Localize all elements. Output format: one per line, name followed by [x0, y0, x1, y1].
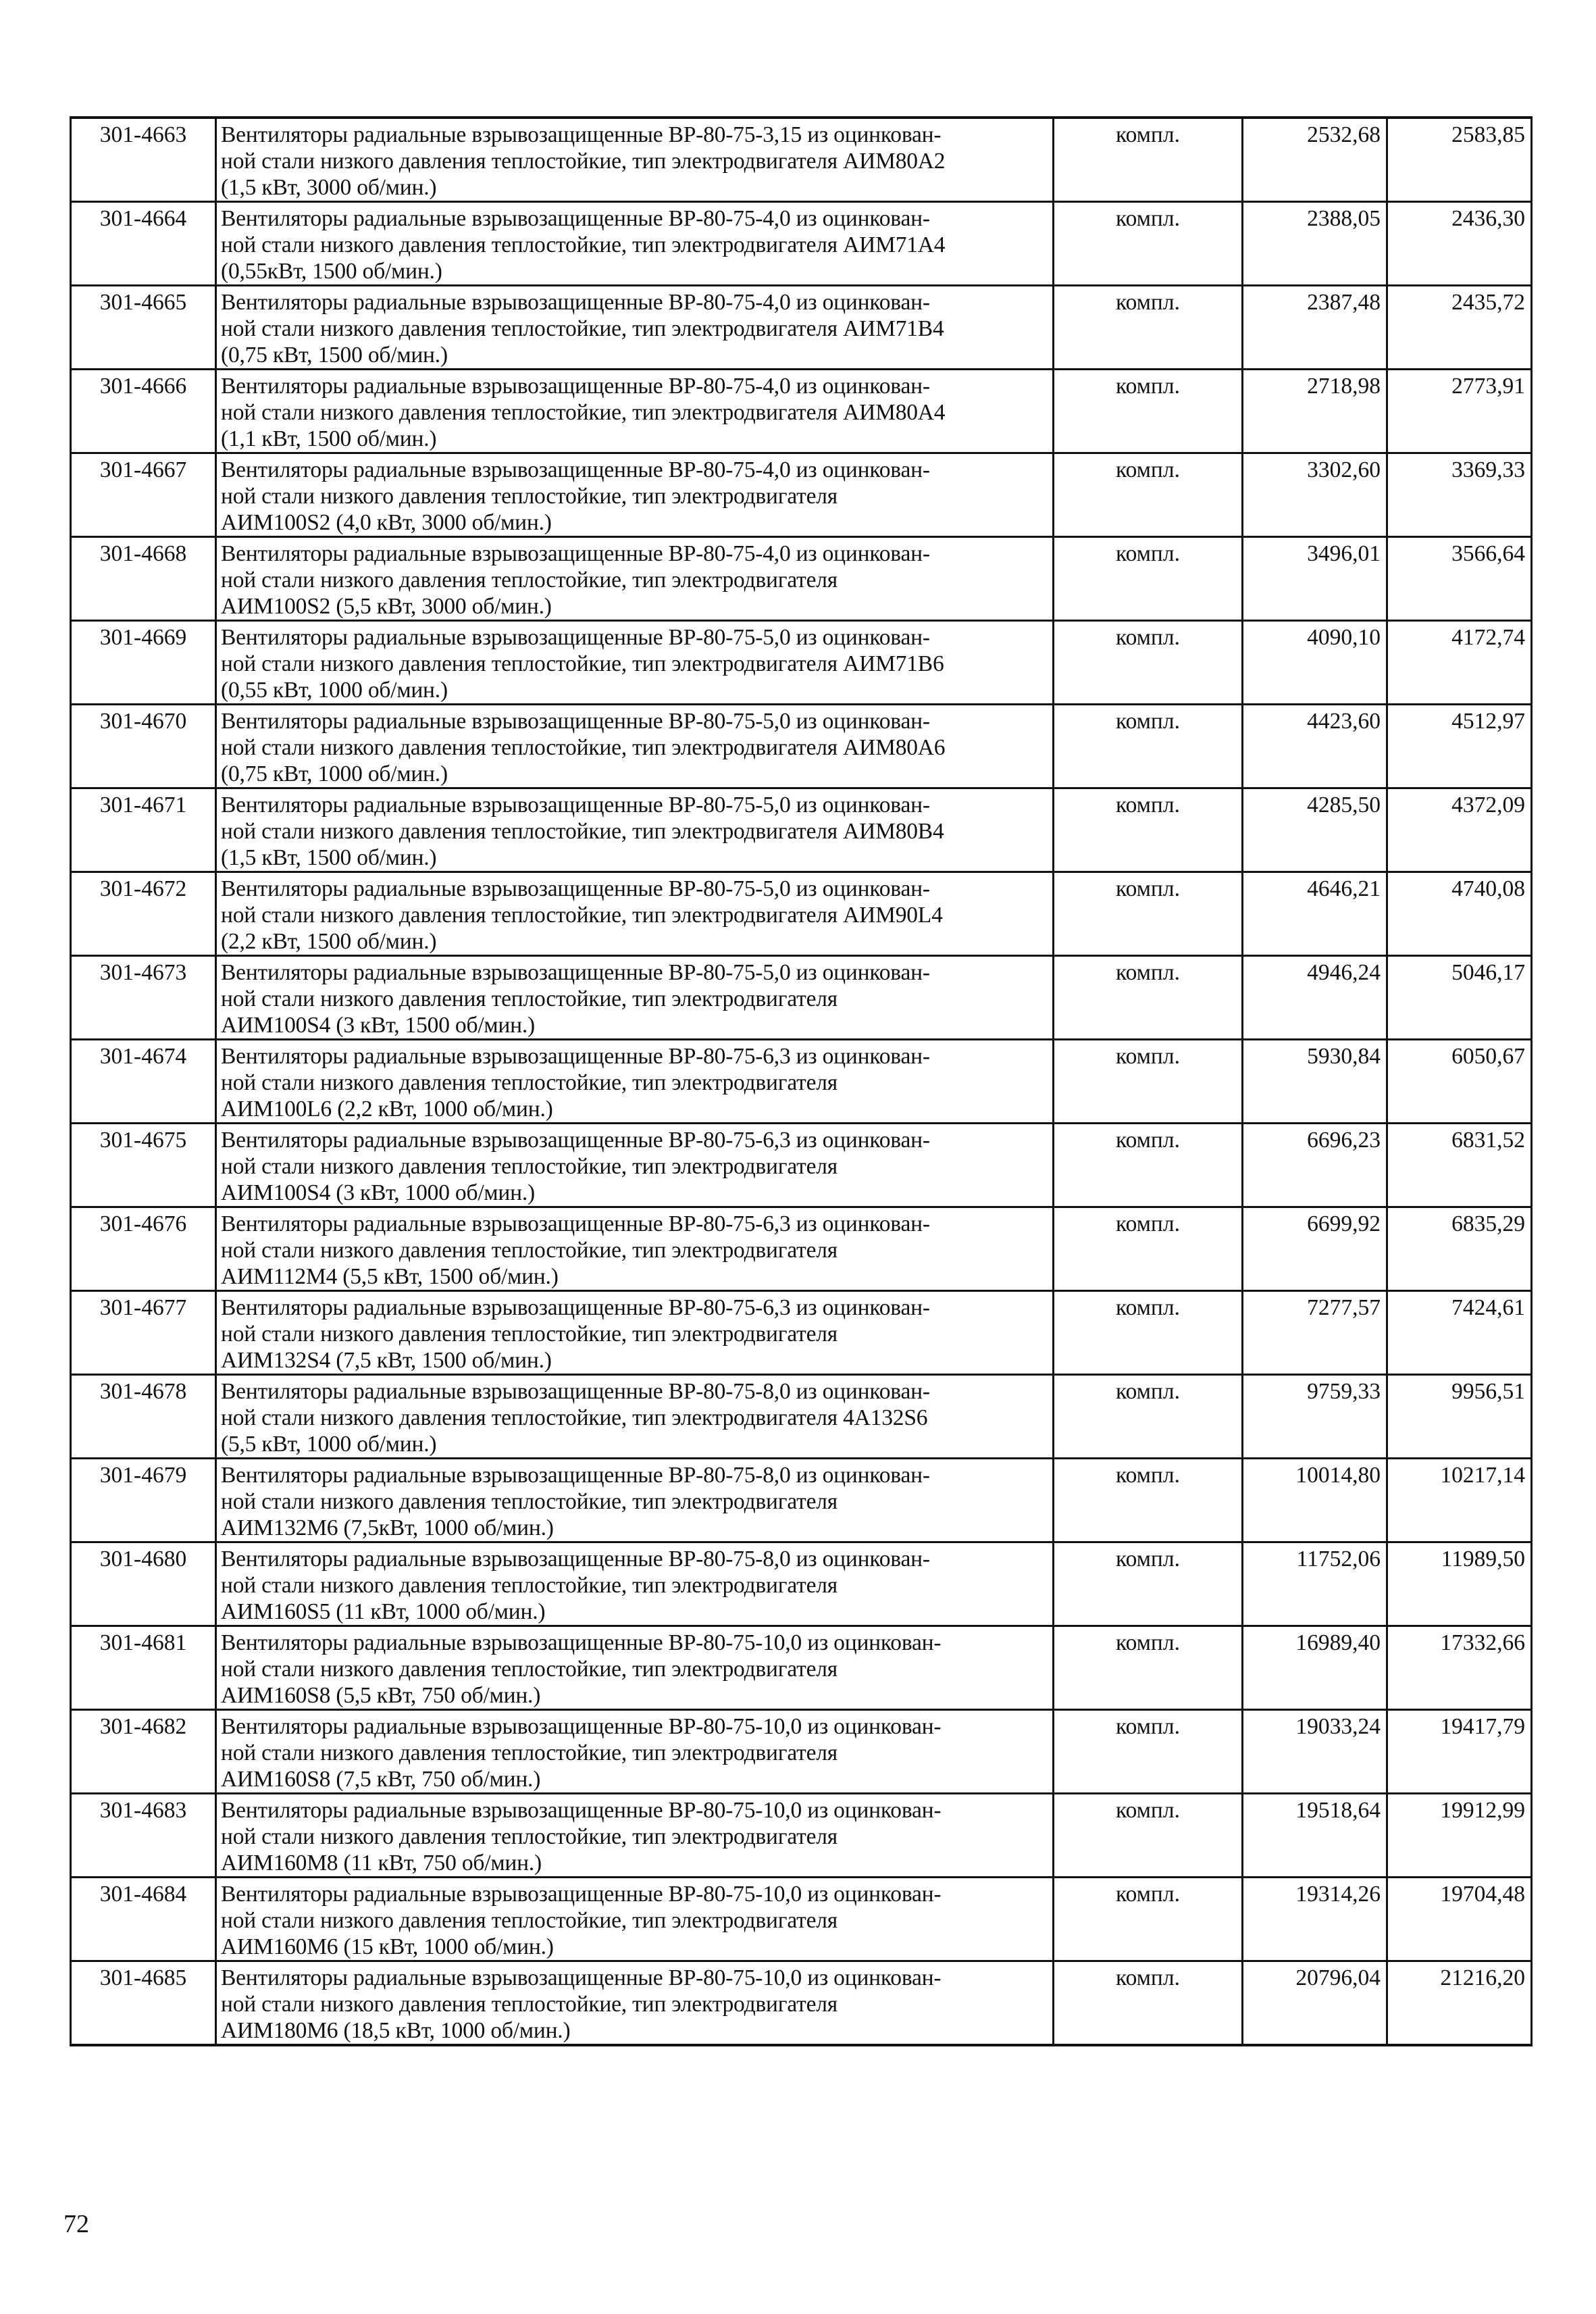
description-line: Вентиляторы радиальные взрывозащищенные ВР-80-75-10,0 из оцинкован-	[221, 1882, 942, 1907]
table-row	[71, 1459, 1532, 1542]
table-row	[71, 118, 1532, 202]
item-description	[216, 537, 1054, 621]
description-line: ной стали низкого давления теплостойкие, тип электродвигателя АИМ80В4	[221, 819, 944, 844]
description-line: ной стали низкого давления теплостойкие, тип электродвигателя	[221, 1238, 838, 1263]
description-line: (0,55 кВт, 1000 об/мин.)	[221, 678, 448, 703]
description-line: Вентиляторы радиальные взрывозащищенные ВР-80-75-8,0 из оцинкован-	[221, 1463, 930, 1488]
page-number: 72	[63, 2210, 89, 2238]
item-price-1: 3302,60	[1243, 453, 1387, 537]
item-price-1: 19314,26	[1243, 1878, 1387, 1961]
description-line: АИМ100S4 (3 кВт, 1000 об/мин.)	[221, 1180, 536, 1205]
description-line: Вентиляторы радиальные взрывозащищенные ВР-80-75-10,0 из оцинкован-	[221, 1965, 942, 1990]
table-row	[71, 872, 1532, 956]
description-line: ной стали низкого давления теплостойкие, тип электродвигателя	[221, 1573, 838, 1598]
description-line: Вентиляторы радиальные взрывозащищенные ВР-80-75-10,0 из оцинкован-	[221, 1630, 942, 1655]
description-line: АИМ100L6 (2,2 кВт, 1000 об/мин.)	[221, 1097, 553, 1122]
description-line: Вентиляторы радиальные взрывозащищенные ВР-80-75-4,0 из оцинкован-	[221, 206, 930, 231]
item-description	[216, 1291, 1054, 1375]
description-line: ной стали низкого давления теплостойкие, тип электродвигателя	[221, 1657, 838, 1682]
item-code: 301-4667	[71, 453, 216, 537]
item-price-2: 6831,52	[1387, 1124, 1532, 1207]
description-line: ной стали низкого давления теплостойкие, тип электродвигателя	[221, 986, 838, 1011]
item-unit: компл.	[1054, 1124, 1243, 1207]
item-price-2: 5046,17	[1387, 956, 1532, 1040]
item-code: 301-4674	[71, 1040, 216, 1124]
description-line: ной стали низкого давления теплостойкие, тип электродвигателя АИМ80А6	[221, 735, 946, 760]
table-row	[71, 1961, 1532, 2046]
item-unit: компл.	[1054, 370, 1243, 453]
item-price-2: 7424,61	[1387, 1291, 1532, 1375]
item-price-1: 4423,60	[1243, 705, 1387, 788]
item-description	[216, 286, 1054, 370]
item-description	[216, 956, 1054, 1040]
item-price-2: 3566,64	[1387, 537, 1532, 621]
table-row	[71, 956, 1532, 1040]
description-line: Вентиляторы радиальные взрывозащищенные ВР-80-75-5,0 из оцинкован-	[221, 876, 930, 901]
item-code: 301-4677	[71, 1291, 216, 1375]
description-line: Вентиляторы радиальные взрывозащищенные ВР-80-75-4,0 из оцинкован-	[221, 541, 930, 566]
table-row	[71, 621, 1532, 705]
description-line: ной стали низкого давления теплостойкие, тип электродвигателя АИМ71В6	[221, 651, 944, 676]
description-line: (5,5 кВт, 1000 об/мин.)	[221, 1432, 437, 1457]
description-line: Вентиляторы радиальные взрывозащищенные ВР-80-75-10,0 из оцинкован-	[221, 1798, 942, 1823]
item-price-1: 4090,10	[1243, 621, 1387, 705]
description-line: ной стали низкого давления теплостойкие, тип электродвигателя	[221, 1322, 838, 1347]
item-code: 301-4678	[71, 1375, 216, 1459]
item-price-1: 20796,04	[1243, 1961, 1387, 2046]
item-price-1: 2532,68	[1243, 118, 1387, 202]
table-row	[71, 1375, 1532, 1459]
item-price-2: 19912,99	[1387, 1794, 1532, 1878]
item-price-2: 2435,72	[1387, 286, 1532, 370]
description-line: ной стали низкого давления теплостойкие, тип электродвигателя	[221, 1070, 838, 1095]
item-code: 301-4664	[71, 202, 216, 286]
description-line: Вентиляторы радиальные взрывозащищенные ВР-80-75-10,0 из оцинкован-	[221, 1714, 942, 1739]
item-description	[216, 370, 1054, 453]
item-unit: компл.	[1054, 1961, 1243, 2046]
price-table	[70, 116, 1533, 2046]
item-price-2: 19704,48	[1387, 1878, 1532, 1961]
item-unit: компл.	[1054, 1710, 1243, 1794]
item-price-1: 2718,98	[1243, 370, 1387, 453]
item-price-2: 4740,08	[1387, 872, 1532, 956]
table-row	[71, 1542, 1532, 1626]
table-row	[71, 370, 1532, 453]
item-price-1: 19518,64	[1243, 1794, 1387, 1878]
description-line: Вентиляторы радиальные взрывозащищенные ВР-80-75-6,3 из оцинкован-	[221, 1211, 930, 1236]
description-line: АИМ132М6 (7,5кВт, 1000 об/мин.)	[221, 1515, 554, 1540]
description-line: (1,5 кВт, 3000 об/мин.)	[221, 175, 437, 200]
item-description	[216, 705, 1054, 788]
item-code: 301-4669	[71, 621, 216, 705]
item-price-1: 2388,05	[1243, 202, 1387, 286]
item-unit: компл.	[1054, 1794, 1243, 1878]
item-description	[216, 1207, 1054, 1291]
description-line: Вентиляторы радиальные взрывозащищенные ВР-80-75-4,0 из оцинкован-	[221, 290, 930, 315]
item-price-2: 6835,29	[1387, 1207, 1532, 1291]
item-unit: компл.	[1054, 286, 1243, 370]
description-line: АИМ180М6 (18,5 кВт, 1000 об/мин.)	[221, 2018, 571, 2043]
item-code: 301-4679	[71, 1459, 216, 1542]
description-line: ной стали низкого давления теплостойкие, тип электродвигателя	[221, 1908, 838, 1933]
item-price-2: 21216,20	[1387, 1961, 1532, 2046]
item-code: 301-4682	[71, 1710, 216, 1794]
item-code: 301-4671	[71, 788, 216, 872]
item-unit: компл.	[1054, 705, 1243, 788]
item-price-1: 9759,33	[1243, 1375, 1387, 1459]
item-unit: компл.	[1054, 621, 1243, 705]
description-line: ной стали низкого давления теплостойкие, тип электродвигателя АИМ90L4	[221, 903, 943, 928]
item-unit: компл.	[1054, 1459, 1243, 1542]
table-row	[71, 788, 1532, 872]
item-price-2: 4172,74	[1387, 621, 1532, 705]
description-line: (1,5 кВт, 1500 об/мин.)	[221, 845, 437, 870]
item-price-2: 2773,91	[1387, 370, 1532, 453]
item-code: 301-4668	[71, 537, 216, 621]
item-price-1: 10014,80	[1243, 1459, 1387, 1542]
item-description	[216, 1459, 1054, 1542]
item-unit: компл.	[1054, 1291, 1243, 1375]
item-unit: компл.	[1054, 453, 1243, 537]
description-line: Вентиляторы радиальные взрывозащищенные ВР-80-75-8,0 из оцинкован-	[221, 1379, 930, 1404]
item-code: 301-4673	[71, 956, 216, 1040]
item-price-1: 2387,48	[1243, 286, 1387, 370]
item-unit: компл.	[1054, 872, 1243, 956]
item-description	[216, 621, 1054, 705]
item-unit: компл.	[1054, 1542, 1243, 1626]
item-description	[216, 1124, 1054, 1207]
item-code: 301-4670	[71, 705, 216, 788]
description-line: ной стали низкого давления теплостойкие, тип электродвигателя 4А132S6	[221, 1405, 928, 1430]
description-line: (0,55кВт, 1500 об/мин.)	[221, 259, 442, 284]
table-row	[71, 537, 1532, 621]
description-line: АИМ160М6 (15 кВт, 1000 об/мин.)	[221, 1934, 554, 1959]
item-code: 301-4685	[71, 1961, 216, 2046]
item-price-1: 6699,92	[1243, 1207, 1387, 1291]
item-unit: компл.	[1054, 956, 1243, 1040]
description-line: ной стали низкого давления теплостойкие, тип электродвигателя	[221, 1154, 838, 1179]
item-unit: компл.	[1054, 1626, 1243, 1710]
item-price-2: 17332,66	[1387, 1626, 1532, 1710]
item-price-1: 4946,24	[1243, 956, 1387, 1040]
item-description	[216, 1878, 1054, 1961]
item-description	[216, 118, 1054, 202]
item-price-2: 2436,30	[1387, 202, 1532, 286]
item-price-1: 19033,24	[1243, 1710, 1387, 1794]
table-row	[71, 1291, 1532, 1375]
item-description	[216, 202, 1054, 286]
item-code: 301-4684	[71, 1878, 216, 1961]
table-row	[71, 1878, 1532, 1961]
description-line: АИМ160S8 (7,5 кВт, 750 об/мин.)	[221, 1767, 541, 1792]
description-line: ной стали низкого давления теплостойкие, тип электродвигателя	[221, 1824, 838, 1849]
item-unit: компл.	[1054, 1375, 1243, 1459]
table-row	[71, 453, 1532, 537]
description-line: Вентиляторы радиальные взрывозащищенные ВР-80-75-6,3 из оцинкован-	[221, 1044, 930, 1069]
item-description	[216, 1375, 1054, 1459]
item-price-2: 4372,09	[1387, 788, 1532, 872]
item-price-2: 10217,14	[1387, 1459, 1532, 1542]
item-unit: компл.	[1054, 537, 1243, 621]
item-code: 301-4675	[71, 1124, 216, 1207]
item-description	[216, 788, 1054, 872]
item-price-2: 11989,50	[1387, 1542, 1532, 1626]
table-row	[71, 1710, 1532, 1794]
item-description	[216, 1710, 1054, 1794]
description-line: АИМ100S4 (3 кВт, 1500 об/мин.)	[221, 1013, 536, 1038]
item-price-2: 2583,85	[1387, 118, 1532, 202]
item-unit: компл.	[1054, 1040, 1243, 1124]
item-code: 301-4680	[71, 1542, 216, 1626]
item-code: 301-4672	[71, 872, 216, 956]
description-line: Вентиляторы радиальные взрывозащищенные ВР-80-75-4,0 из оцинкован-	[221, 457, 930, 482]
table-row	[71, 1794, 1532, 1878]
description-line: АИМ160М8 (11 кВт, 750 об/мин.)	[221, 1851, 542, 1876]
item-price-1: 7277,57	[1243, 1291, 1387, 1375]
description-line: АИМ112М4 (5,5 кВт, 1500 об/мин.)	[221, 1264, 559, 1289]
description-line: Вентиляторы радиальные взрывозащищенные ВР-80-75-8,0 из оцинкован-	[221, 1546, 930, 1571]
item-code: 301-4665	[71, 286, 216, 370]
item-code: 301-4676	[71, 1207, 216, 1291]
description-line: (1,1 кВт, 1500 об/мин.)	[221, 426, 437, 451]
item-code: 301-4666	[71, 370, 216, 453]
item-unit: компл.	[1054, 1878, 1243, 1961]
description-line: (0,75 кВт, 1000 об/мин.)	[221, 761, 448, 786]
item-description	[216, 453, 1054, 537]
description-line: Вентиляторы радиальные взрывозащищенные ВР-80-75-5,0 из оцинкован-	[221, 625, 930, 650]
description-line: (0,75 кВт, 1500 об/мин.)	[221, 343, 448, 368]
item-price-2: 6050,67	[1387, 1040, 1532, 1124]
description-line: Вентиляторы радиальные взрывозащищенные ВР-80-75-3,15 из оцинкован-	[221, 122, 942, 147]
description-line: ной стали низкого давления теплостойкие, тип электродвигателя	[221, 1992, 838, 2017]
item-price-1: 16989,40	[1243, 1626, 1387, 1710]
item-price-1: 4285,50	[1243, 788, 1387, 872]
description-line: АИМ100S2 (4,0 кВт, 3000 об/мин.)	[221, 510, 552, 535]
item-code: 301-4663	[99, 122, 187, 147]
table-row	[71, 1040, 1532, 1124]
description-line: ной стали низкого давления теплостойкие, тип электродвигателя АИМ80А2	[221, 149, 946, 174]
item-description	[216, 872, 1054, 956]
description-line: ной стали низкого давления теплостойкие, тип электродвигателя АИМ71А4	[221, 232, 946, 257]
item-description	[216, 1794, 1054, 1878]
table-row	[71, 1626, 1532, 1710]
description-line: ной стали низкого давления теплостойкие, тип электродвигателя	[221, 1740, 838, 1765]
item-price-2: 19417,79	[1387, 1710, 1532, 1794]
price-table-body	[71, 118, 1532, 2045]
item-code: 301-4681	[71, 1626, 216, 1710]
item-unit: компл.	[1054, 202, 1243, 286]
item-price-2: 9956,51	[1387, 1375, 1532, 1459]
description-line: АИМ132S4 (7,5 кВт, 1500 об/мин.)	[221, 1348, 552, 1373]
description-line: Вентиляторы радиальные взрывозащищенные ВР-80-75-6,3 из оцинкован-	[221, 1128, 930, 1153]
description-line: Вентиляторы радиальные взрывозащищенные ВР-80-75-6,3 из оцинкован-	[221, 1295, 930, 1320]
item-price-1: 11752,06	[1243, 1542, 1387, 1626]
item-price-2: 4512,97	[1387, 705, 1532, 788]
description-line: (2,2 кВт, 1500 об/мин.)	[221, 929, 437, 954]
item-description	[216, 1626, 1054, 1710]
item-description	[216, 1040, 1054, 1124]
description-line: Вентиляторы радиальные взрывозащищенные ВР-80-75-5,0 из оцинкован-	[221, 960, 930, 985]
item-price-1: 3496,01	[1243, 537, 1387, 621]
description-line: ной стали низкого давления теплостойкие, тип электродвигателя	[221, 484, 838, 509]
description-line: ной стали низкого давления теплостойкие, тип электродвигателя АИМ71В4	[221, 316, 944, 341]
table-row	[71, 286, 1532, 370]
description-line: Вентиляторы радиальные взрывозащищенные ВР-80-75-5,0 из оцинкован-	[221, 709, 930, 734]
item-unit: компл.	[1054, 118, 1243, 202]
description-line: АИМ160S8 (5,5 кВт, 750 об/мин.)	[221, 1683, 541, 1708]
item-code: 301-4683	[71, 1794, 216, 1878]
description-line: Вентиляторы радиальные взрывозащищенные ВР-80-75-5,0 из оцинкован-	[221, 793, 930, 818]
description-line: ной стали низкого давления теплостойкие, тип электродвигателя АИМ80А4	[221, 400, 946, 425]
item-price-1: 6696,23	[1243, 1124, 1387, 1207]
item-price-1: 4646,21	[1243, 872, 1387, 956]
description-line: ной стали низкого давления теплостойкие, тип электродвигателя	[221, 568, 838, 593]
item-description	[216, 1961, 1054, 2046]
table-row	[71, 1207, 1532, 1291]
description-line: Вентиляторы радиальные взрывозащищенные ВР-80-75-4,0 из оцинкован-	[221, 374, 930, 399]
item-unit: компл.	[1054, 788, 1243, 872]
description-line: АИМ160S5 (11 кВт, 1000 об/мин.)	[221, 1599, 546, 1624]
table-row	[71, 202, 1532, 286]
description-line: АИМ100S2 (5,5 кВт, 3000 об/мин.)	[221, 594, 552, 619]
item-price-2: 3369,33	[1387, 453, 1532, 537]
description-line: ной стали низкого давления теплостойкие, тип электродвигателя	[221, 1489, 838, 1514]
item-description	[216, 1542, 1054, 1626]
item-unit: компл.	[1054, 1207, 1243, 1291]
table-row	[71, 705, 1532, 788]
table-row	[71, 1124, 1532, 1207]
item-price-1: 5930,84	[1243, 1040, 1387, 1124]
